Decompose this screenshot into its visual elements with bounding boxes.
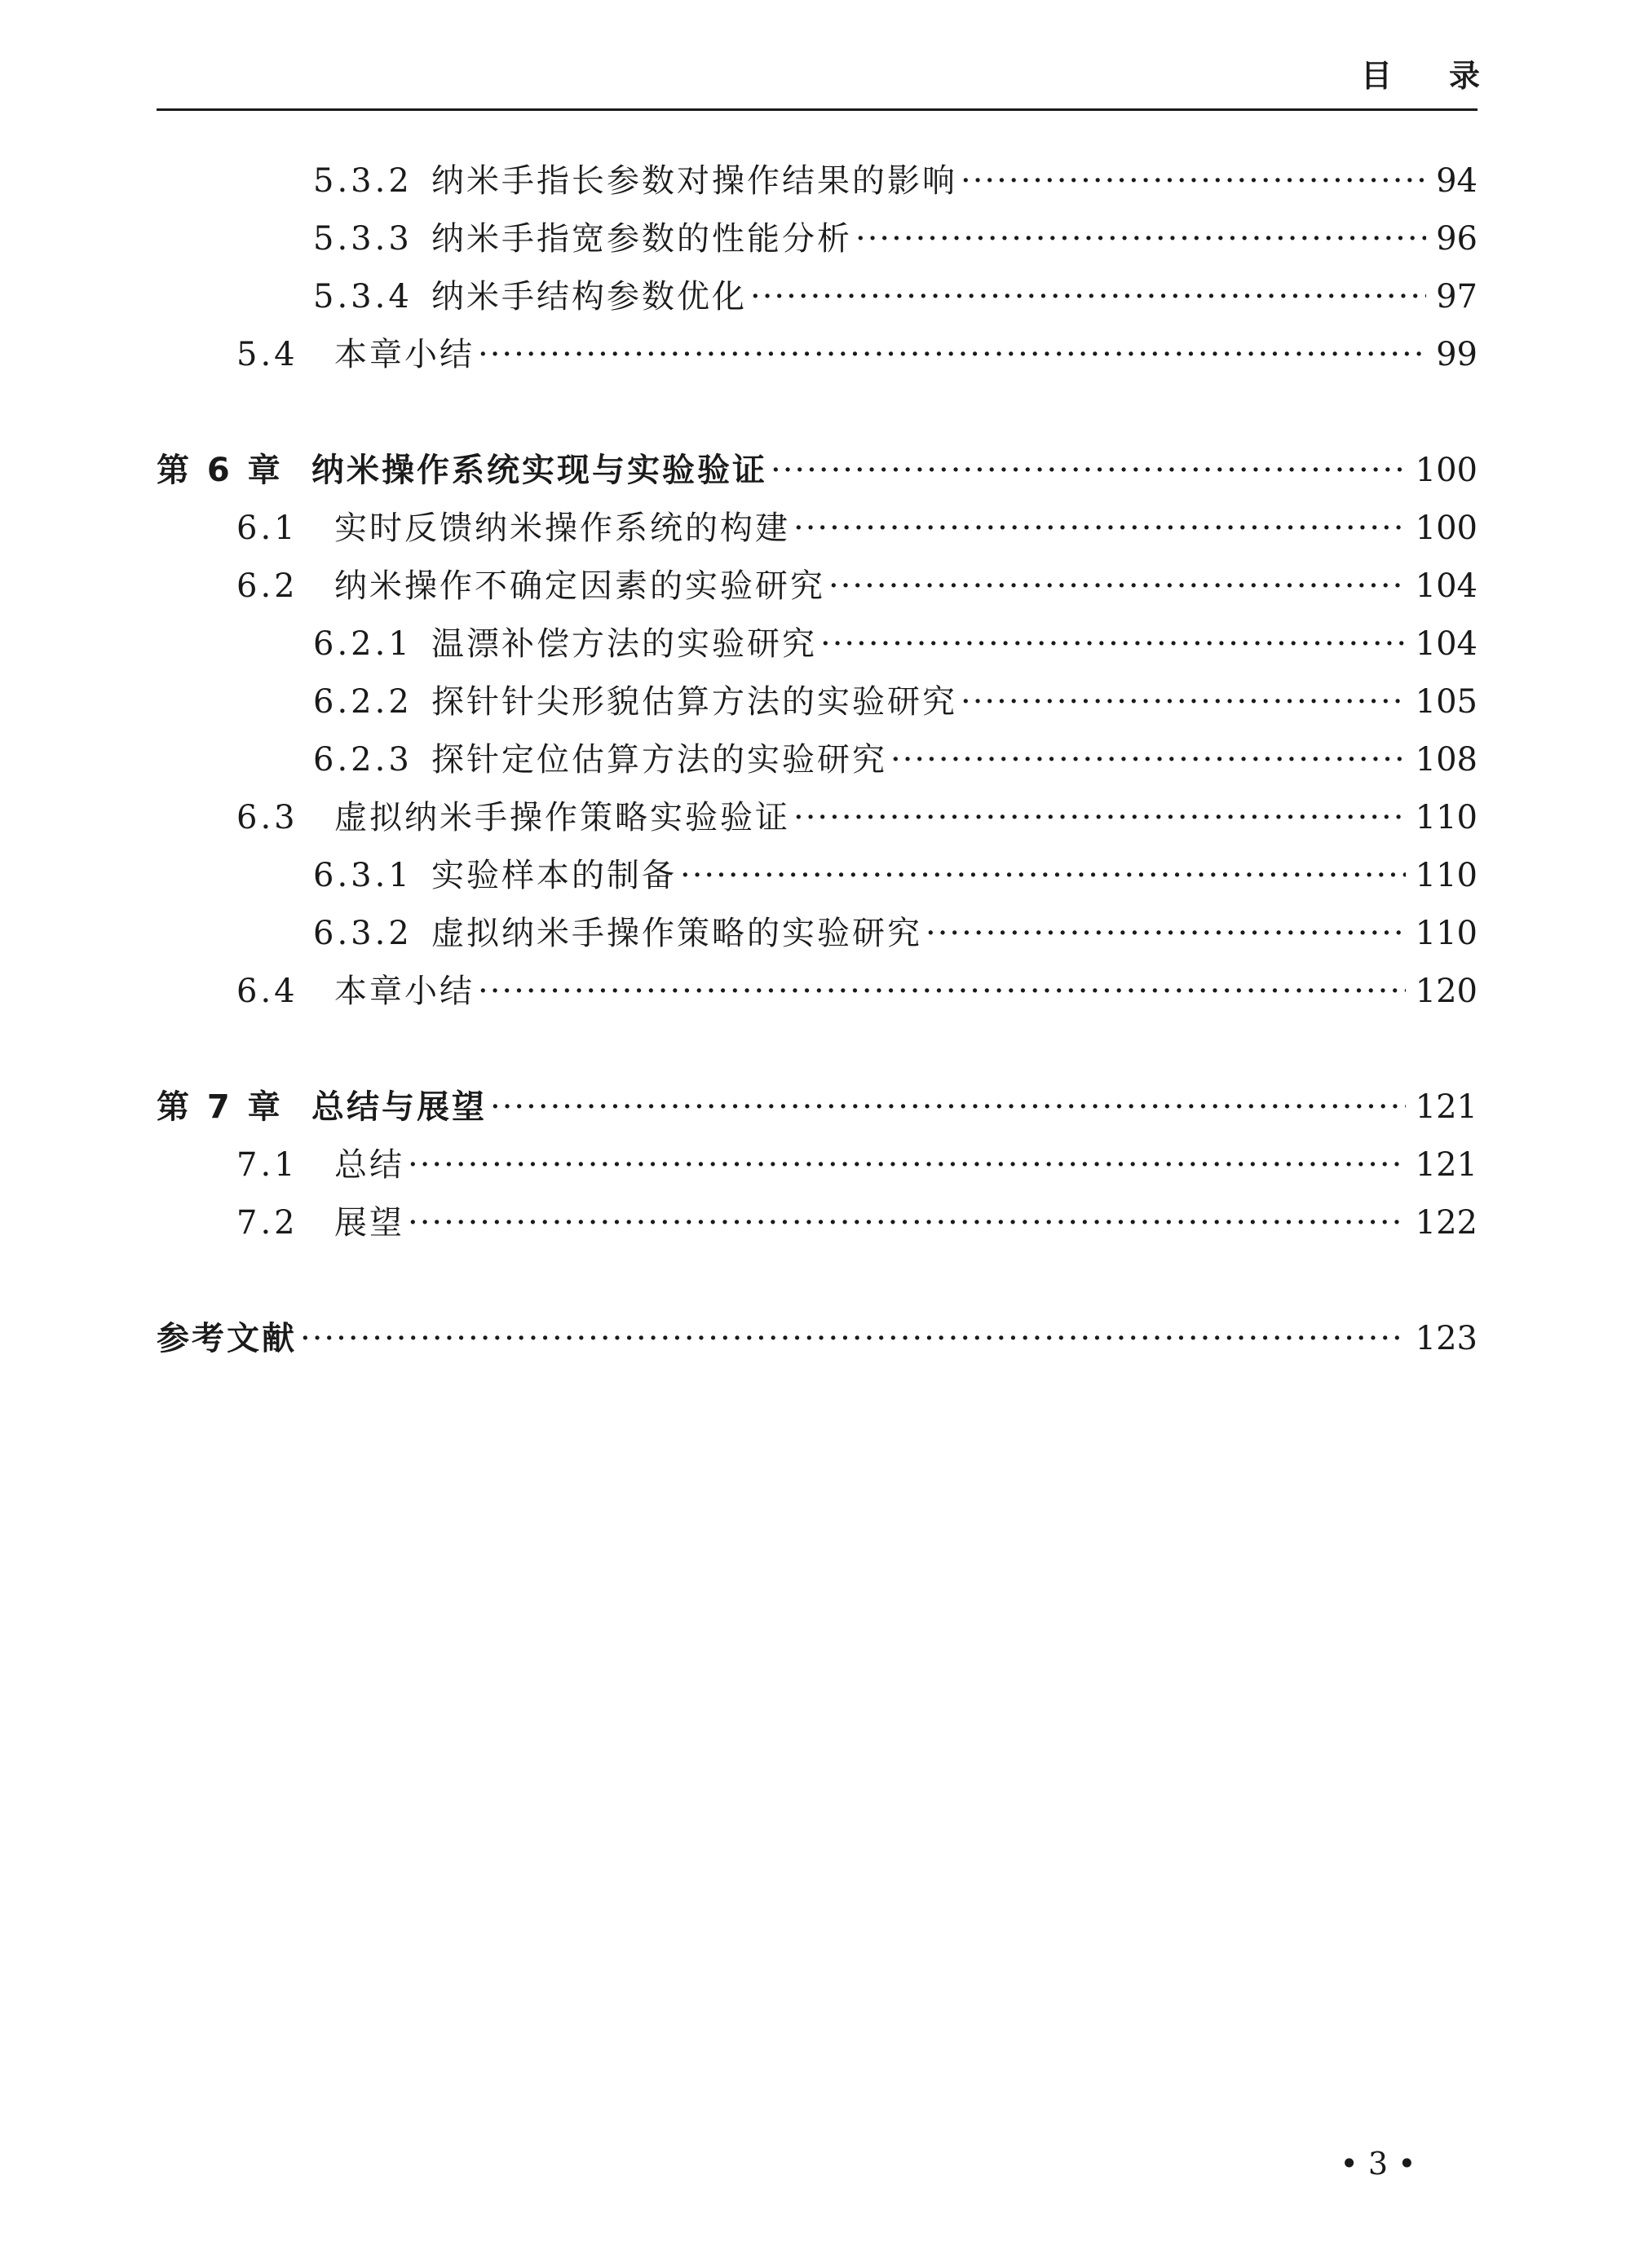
toc-entry-number: 5.4 [236,336,298,373]
toc-entry-page: 108 [1415,741,1478,779]
toc-entry[interactable] [157,558,1478,616]
toc-entry-number: 6.2.1 [313,625,413,663]
toc-references-title: 参考文献 [157,1320,297,1357]
toc-entry-page: 105 [1415,683,1478,721]
toc-entry-number: 6.4 [236,973,298,1010]
leader-dots [828,558,1406,616]
toc-entry[interactable] [157,963,1478,1021]
toc-entry-title: 本章小结 [334,336,475,373]
toc-entry-page: 94 [1436,162,1478,200]
toc-entry-page: 123 [1415,1320,1478,1357]
leader-dots [961,673,1406,731]
toc-entry-number: 7.1 [236,1146,298,1184]
leader-dots [925,905,1406,963]
toc-entry-title: 虚拟纳米手操作策略实验验证 [334,799,790,836]
toc-entry-page: 121 [1415,1088,1478,1126]
leader-dots [408,1194,1406,1252]
toc-entry-number: 6.3.2 [313,915,413,952]
toc-chapter-title: 纳米操作系统实现与实验验证 [311,452,767,489]
toc-entry-page: 110 [1415,799,1478,836]
toc-chapter-title: 总结与展望 [311,1088,487,1126]
toc-entry[interactable] [157,268,1478,326]
toc-entry-title: 纳米手指长参数对操作结果的影响 [431,162,957,200]
leader-dots [750,268,1426,326]
toc-entry[interactable] [157,905,1478,963]
toc-entry-title: 实验样本的制备 [431,857,677,894]
header-rule [157,108,1478,111]
leader-dots [961,152,1426,210]
toc-entry-page: 110 [1415,857,1478,894]
toc-entry-page: 104 [1415,625,1478,663]
toc-entry-number: 6.3.1 [313,857,413,894]
toc-entry[interactable] [157,616,1478,673]
page-number: • 3 • [1340,2146,1416,2182]
leader-dots [793,789,1406,847]
toc-entry[interactable] [157,673,1478,731]
toc-entry-number: 6.3 [236,799,298,836]
toc-entry-page: 99 [1436,336,1478,373]
toc-entry-number: 7.2 [236,1204,298,1242]
toc-entry-title: 纳米手结构参数优化 [431,278,747,315]
toc-entry-title: 本章小结 [334,973,475,1010]
toc-entry[interactable] [157,1194,1478,1252]
running-header-title: 目录 [1360,58,1537,94]
toc-entry-title: 虚拟纳米手操作策略的实验研究 [431,915,922,952]
toc-entry-page: 120 [1415,973,1478,1010]
toc-entry[interactable] [157,152,1478,210]
toc-entry-page: 122 [1415,1204,1478,1242]
toc-entry-page: 100 [1415,452,1478,489]
leader-dots [855,210,1426,268]
toc-entry-number: 6.2 [236,567,298,605]
toc-entry-page: 104 [1415,567,1478,605]
toc-entry-title: 展望 [334,1204,404,1242]
toc-entry-number: 5.3.2 [313,162,413,200]
toc-references-entry[interactable] [157,1310,1478,1368]
leader-dots [478,326,1426,384]
toc-entry[interactable] [157,210,1478,268]
toc-entry-page: 97 [1436,278,1478,315]
leader-dots [408,1136,1406,1194]
toc-entry-title: 探针定位估算方法的实验研究 [431,741,887,779]
toc-entry[interactable] [157,1136,1478,1194]
toc-entry-page: 121 [1415,1146,1478,1184]
toc-entry-title: 探针针尖形貌估算方法的实验研究 [431,683,957,721]
toc-entry[interactable] [157,500,1478,558]
toc-entry[interactable] [157,789,1478,847]
toc-entry[interactable] [157,326,1478,384]
toc-entry-title: 温漂补偿方法的实验研究 [431,625,817,663]
toc-chapter-number: 第 7 章 [157,1088,284,1126]
table-of-contents [157,152,1478,1368]
leader-dots [478,963,1406,1021]
leader-dots [820,616,1406,673]
toc-entry[interactable] [157,731,1478,789]
toc-entry-number: 5.3.3 [313,220,413,258]
toc-entry-number: 6.1 [236,510,298,547]
toc-entry-page: 96 [1436,220,1478,258]
toc-entry-number: 6.2.3 [313,741,413,779]
toc-entry[interactable] [157,847,1478,905]
leader-dots [793,500,1406,558]
leader-dots [890,731,1406,789]
toc-entry-title: 总结 [334,1146,404,1184]
toc-chapter-entry[interactable] [157,1079,1478,1136]
toc-entry-number: 6.2.2 [313,683,413,721]
toc-entry-number: 5.3.4 [313,278,413,315]
toc-entry-title: 实时反馈纳米操作系统的构建 [334,510,790,547]
leader-dots [680,847,1406,905]
toc-entry-title: 纳米操作不确定因素的实验研究 [334,567,825,605]
toc-entry-title: 纳米手指宽参数的性能分析 [431,220,852,258]
toc-chapter-number: 第 6 章 [157,452,284,489]
toc-entry-page: 100 [1415,510,1478,547]
leader-dots [771,442,1406,500]
toc-entry-page: 110 [1415,915,1478,952]
leader-dots [300,1310,1406,1368]
leader-dots [490,1079,1406,1136]
toc-chapter-entry[interactable] [157,442,1478,500]
